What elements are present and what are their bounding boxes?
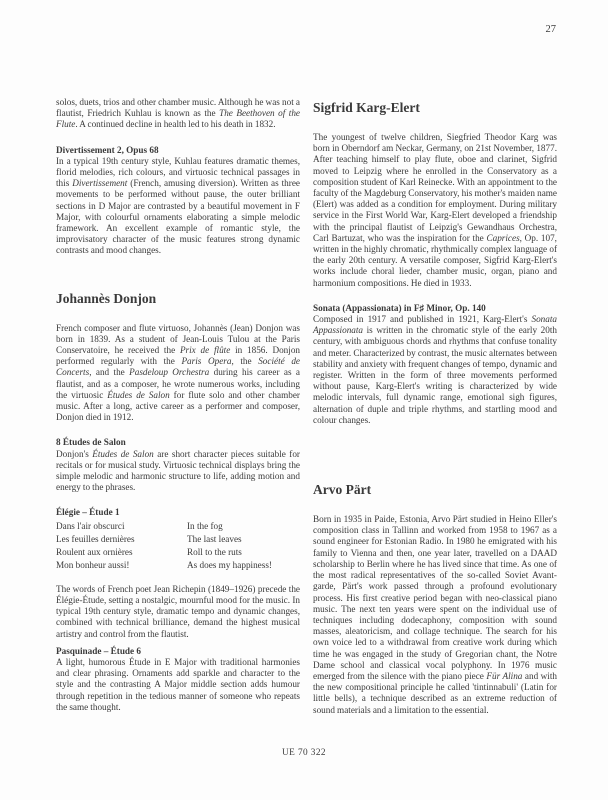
poem-line-french: Dans l'air obscurci: [56, 520, 125, 531]
karg-elert-section-heading: Sigfrid Karg-Elert: [313, 100, 420, 115]
etudes-de-salon-paragraph: Donjon's Études de Salon are short character pieces suitable for recitals or for musical study. Virtuosic technical displays bring the simple melodic and harmonic structure to life, adding motion and energy to the phrases.: [56, 448, 300, 493]
page-number: 27: [545, 24, 556, 35]
poem-row: [56, 520, 300, 533]
poem-line-english: In the fog: [187, 520, 223, 531]
divertissement-paragraph: In a typical 19th century style, Kuhlau features dramatic themes, florid melodies, rich colours, and virtuosic technical passages in this Divertissement (French, amusing diversion). Written as three movements to be performed without pause, the outer brilliant sections in D Major are contrasted by a beautiful movement in F Major, with colourful ornaments elaborating a simple melodic framework. An excellent example of romantic style, the improvisatory character of the music features strong dynamic contrasts and mood changes.: [56, 155, 300, 256]
elegie-heading: Élégie – Étude 1: [56, 507, 120, 518]
poem-line-english: Roll to the ruts: [187, 546, 242, 557]
poem-line-french: Les feuilles dernières: [56, 533, 135, 544]
poem-line-french: Mon bonheur aussi!: [56, 559, 130, 570]
kuhlau-continuation-paragraph: solos, duets, trios and other chamber music. Although he was not a flautist, Friedrich Kuhlau is known as the The Beethoven of the Flute. A continued decline in health led to his death in 1832.: [56, 97, 300, 130]
poem-line-french: Roulent aux ornières: [56, 546, 133, 557]
poem-row: [56, 533, 300, 546]
richepin-paragraph: The words of French poet Jean Richepin (1849–1926) precede the Élégie-Étude, setting a nostalgic, mournful mood for the music. In typical 19th century style, dramatic tempo and dynamic changes, combined with technical brilliance, demand the highest musical artistry and control from the flautist.: [56, 583, 300, 639]
donjon-section-heading: Johannès Donjon: [56, 290, 157, 306]
footer-plate-number: UE 70 322: [282, 748, 326, 758]
poem-line-english: As does my happiness!: [187, 559, 272, 570]
right-column: [313, 97, 557, 716]
part-paragraph: Born in 1935 in Paide, Estonia, Arvo Pärt studied in Heino Eller's composition class in Tallinn and worked from 1958 to 1967 as a sound engineer for Estonian Radio. In 1980 he emigrated with his family to Vienna and then, one year later, travelled on a DAAD scholarship to Berlin where he has lived since that time. As one of the most radical representatives of the so-called Soviet Avant-garde, Pärt's work passed through a profound evolutionary process. His first creative period began with neo-classical piano music. The next ten years were spent on the individual use of techniques including dodecaphony, composition with sound masses, aleatoricism, and collage technique. The search for his own voice led to a withdrawal from creative work during which time he was engaged in the study of Gregorian chant, the Notre Dame school and classical vocal polyphony. In 1976 music emerged from the silence with the piano piece Für Alina and with the new compositional principle he called 'tintinnabuli' (Latin for little bells), a technique described as an extreme reduction of sound materials and a limitation to the essential.: [313, 514, 557, 715]
sonata-paragraph: Composed in 1917 and published in 1921, Karg-Elert's Sonata Appassionata is written in the chromatic style of the early 20th century, with ambiguous chords and rhythms that confuse tonality and meter. Characterized by contrast, the music alternates between stability and anxiety with frequent changes of tempo, dynamic and register. Written in the form of three movements performed without pause, Karg-Elert's writing is characterized by wide melodic intervals, full dynamic range, emotional sigh figures, alternation of duple and triple rhythms, and startling mood and colour changes.: [313, 314, 557, 425]
divertissement-heading: Divertissement 2, Opus 68: [56, 144, 159, 155]
sonata-heading: Sonata (Appassionata) in F♯ Minor, Op. 140: [313, 302, 486, 313]
left-column: [56, 97, 300, 713]
pasquinade-heading: Pasquinade – Étude 6: [56, 645, 142, 656]
poem-row: [56, 559, 300, 572]
poem-row: [56, 546, 300, 559]
elegie-poem: [56, 520, 300, 572]
pasquinade-paragraph: A light, humorous Étude in E Major with traditional harmonies and clear phrasing. Ornaments add sparkle and character to the style and the contrasting A Major middle section adds humour through repetition in the tedious manner of someone who repeats the same thought.: [56, 656, 300, 712]
donjon-paragraph: French composer and flute virtuoso, Johannès (Jean) Donjon was born in 1839. As a student of Jean-Louis Tulou at the Paris Conservatoire, he received the Prix de flûte in 1856. Donjon performed regularly with the Paris Opera, the Société de Concerts, and the Pasdeloup Orchestra during his career as a flautist, and as a composer, he wrote numerous works, including the virtuosic Études de Salon for flute solo and other chamber music. After a long, active career as a performer and composer, Donjon died in 1912.: [56, 322, 301, 423]
poem-line-english: The last leaves: [187, 533, 242, 544]
karg-elert-paragraph: The youngest of twelve children, Siegfried Theodor Karg was born in Oberndorf am Neckar, Germany, on 21st November, 1877. After teaching himself to play flute, oboe and clarinet, Sigfrid moved to Leipzig where he enrolled in the Conservatory as a composition student of Karl Reinecke. With an appointment to the faculty of the Magdeburg Conservatory, his mother's maiden name (Elert) was added as a condition for employment. During military service in the First World War, Karg-Elert developed a friendship with the principal flautist of Leipzig's Gewandhaus Orchestra, Carl Bartuzat, who was the inspiration for the Caprices, Op. 107, written in the highly chromatic, rhythmically complex language of the early 20th century. A versatile composer, Sigfrid Karg-Elert's works include choral lieder, chamber music, organ, piano and harmonium compositions. He died in 1933.: [313, 132, 557, 288]
part-section-heading: Arvo Pärt: [313, 482, 372, 498]
etudes-de-salon-heading: 8 Études de Salon: [56, 437, 126, 448]
